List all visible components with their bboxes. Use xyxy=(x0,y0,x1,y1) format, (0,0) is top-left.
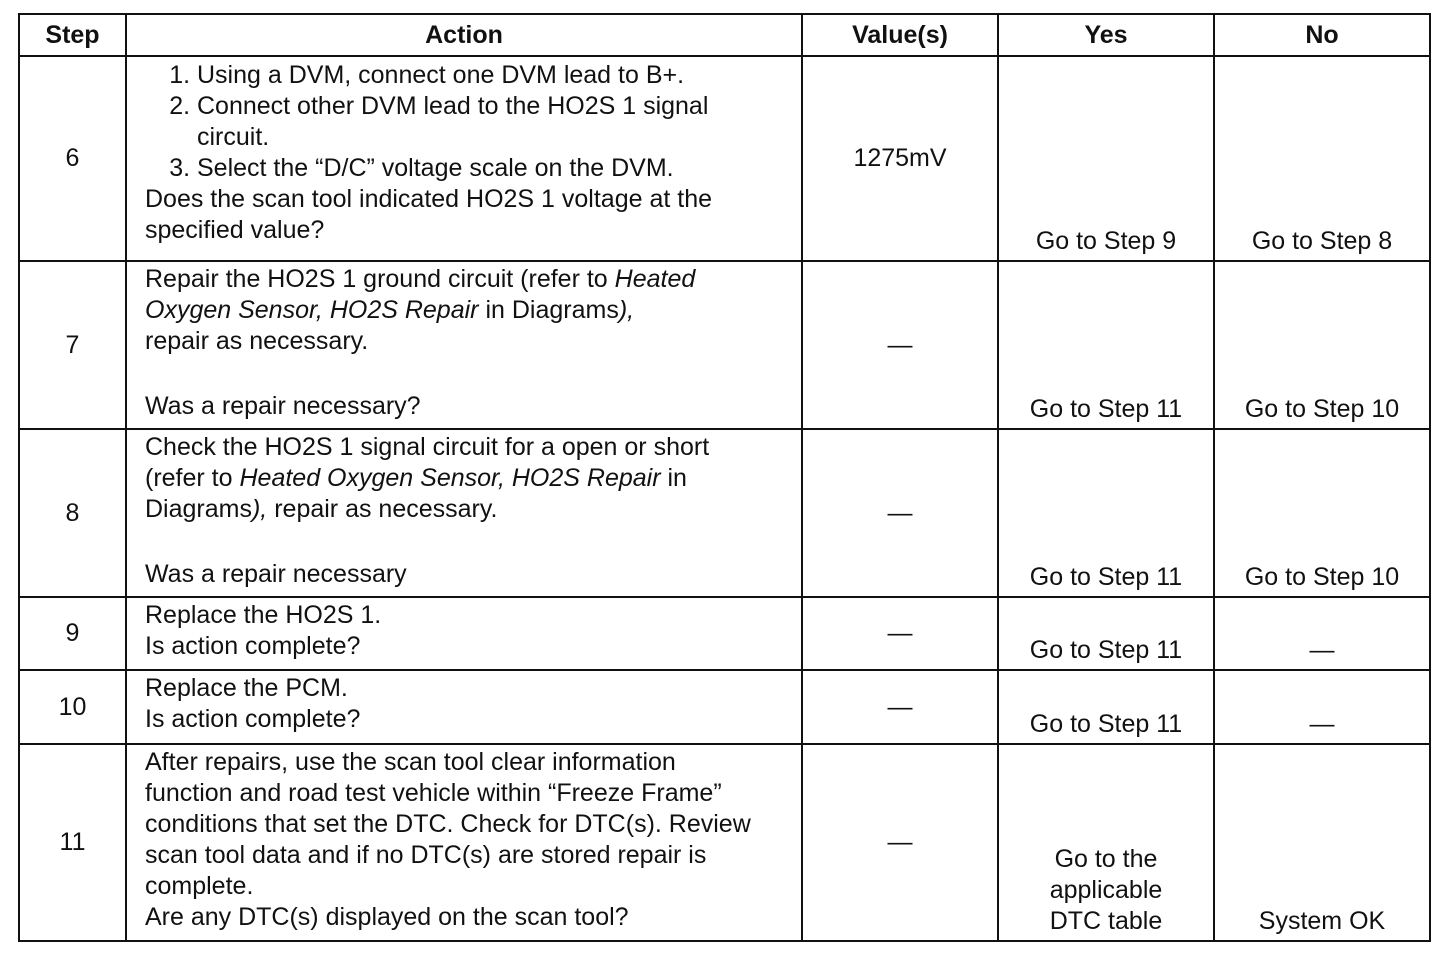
list-item: 1. Using a DVM, connect one DVM lead to B+. xyxy=(197,60,795,91)
header-row xyxy=(19,14,1430,56)
value-cell: — xyxy=(802,670,998,744)
action-cell xyxy=(126,597,802,670)
header-step: Step xyxy=(19,14,126,56)
action-cell xyxy=(126,261,802,429)
no-cell: Go to Step 10 xyxy=(1214,429,1430,597)
value-cell: — xyxy=(802,429,998,597)
yes-cell: Go to Step 11 xyxy=(998,429,1214,597)
value-cell: 1275mV xyxy=(802,56,998,261)
yes-cell: Go to Step 11 xyxy=(998,261,1214,429)
no-cell: — xyxy=(1214,670,1430,744)
list-item: 3. Select the “D/C” voltage scale on the DVM. xyxy=(197,153,795,184)
step-number: 11 xyxy=(19,744,126,941)
table-row xyxy=(19,744,1430,941)
step-number: 7 xyxy=(19,261,126,429)
action-text: Repair the HO2S 1 ground circuit (refer to Heated Oxygen Sensor, HO2S Repair in Diagrams), repair as necessary. xyxy=(145,265,696,355)
table-row xyxy=(19,597,1430,670)
step-number: 10 xyxy=(19,670,126,744)
yes-cell: Go to Step 9 xyxy=(998,56,1214,261)
action-cell xyxy=(126,429,802,597)
action-cell xyxy=(126,744,802,941)
action-text: Replace the PCM. xyxy=(145,674,348,702)
action-cell xyxy=(126,56,802,261)
action-cell xyxy=(126,670,802,744)
value-cell: — xyxy=(802,261,998,429)
no-cell: — xyxy=(1214,597,1430,670)
no-cell: Go to Step 8 xyxy=(1214,56,1430,261)
value-cell: — xyxy=(802,597,998,670)
header-yes: Yes xyxy=(998,14,1214,56)
header-action: Action xyxy=(126,14,802,56)
action-list xyxy=(145,60,795,184)
diagnostic-table xyxy=(18,13,1431,942)
step-number: 6 xyxy=(19,56,126,261)
action-question: Was a repair necessary xyxy=(145,560,407,588)
no-cell: System OK xyxy=(1214,744,1430,941)
action-text: Replace the HO2S 1. xyxy=(145,601,382,629)
table-row xyxy=(19,429,1430,597)
step-number: 9 xyxy=(19,597,126,670)
value-cell: — xyxy=(802,744,998,941)
yes-cell: Go to the applicable DTC table xyxy=(998,744,1214,941)
action-text: Check the HO2S 1 signal circuit for a open or short (refer to Heated Oxygen Sensor, HO2S Repair in Diagrams), repair as necessary. xyxy=(145,433,710,523)
table-row xyxy=(19,261,1430,429)
header-no: No xyxy=(1214,14,1430,56)
action-question: Does the scan tool indicated HO2S 1 voltage at the specified value? xyxy=(145,185,713,244)
action-question: Are any DTC(s) displayed on the scan tool? xyxy=(145,903,629,931)
yes-cell: Go to Step 11 xyxy=(998,670,1214,744)
header-values: Value(s) xyxy=(802,14,998,56)
list-item: 2. Connect other DVM lead to the HO2S 1 signal circuit. xyxy=(197,91,777,153)
action-text: After repairs, use the scan tool clear information function and road test vehicle within “Freeze Frame” conditions that set the DTC. Check for DTC(s). Review scan tool data and if no DTC(s) are stored repair is complete. xyxy=(145,748,751,900)
table-row xyxy=(19,56,1430,261)
action-question: Is action complete? xyxy=(145,705,361,733)
yes-cell: Go to Step 11 xyxy=(998,597,1214,670)
step-number: 8 xyxy=(19,429,126,597)
action-question: Was a repair necessary? xyxy=(145,392,421,420)
no-cell: Go to Step 10 xyxy=(1214,261,1430,429)
action-question: Is action complete? xyxy=(145,632,361,660)
table-row xyxy=(19,670,1430,744)
